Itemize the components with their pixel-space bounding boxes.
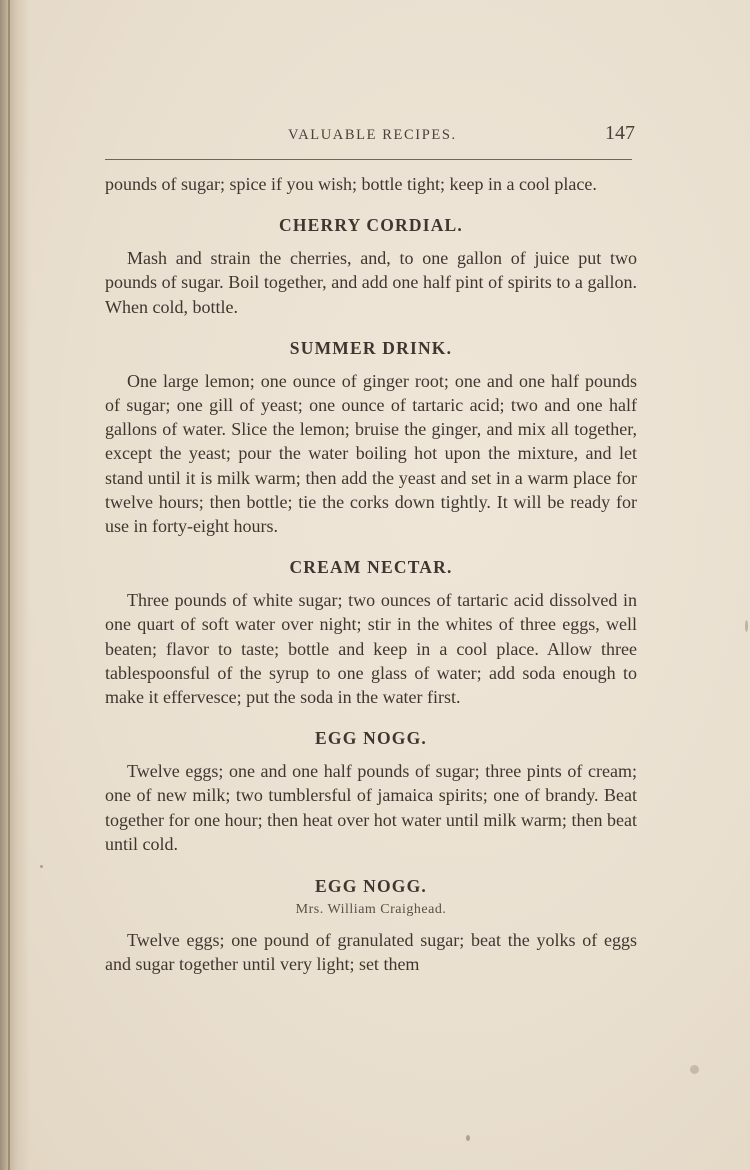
page-binding-edge (0, 0, 30, 1170)
recipe-attribution: Mrs. William Craighead. (295, 902, 447, 918)
recipe-title-egg-nogg-2: EGG NOGG. (315, 876, 427, 897)
recipe-title-summer-drink: SUMMER DRINK. (289, 337, 453, 358)
running-head: VALUABLE RECIPES. (288, 127, 457, 143)
paper-speck (745, 620, 748, 632)
header-rule (105, 159, 632, 160)
recipe-text-egg-nogg-2: Twelve eggs; one pound of granulated sugar; beat the yolks of eggs and sugar together until very light; set them (105, 930, 637, 975)
binding-crease (8, 0, 10, 1170)
continued-paragraph: pounds of sugar; spice if you wish; bottle tight; keep in a cool place. (105, 174, 597, 194)
recipe-title-cherry-cordial: CHERRY CORDIAL. (279, 215, 463, 236)
recipe-title-cream-nectar: CREAM NECTAR. (289, 557, 453, 578)
paper-speck (466, 1135, 470, 1141)
paper-speck (40, 865, 43, 868)
recipe-text-cream-nectar: Three pounds of white sugar; two ounces of tartaric acid dissolved in one quart of soft water over night; stir in the whites of three eggs, well beaten; flavor to taste; bottle and keep in a cool place. Allow three tablespoonsful of the syrup to one glass of water; add soda enough to make it effervesce; put the soda in the water first. (105, 590, 637, 708)
recipe-text-egg-nogg: Twelve eggs; one and one half pounds of sugar; three pints of cream; one of new milk; two tumblersful of jamaica spirits; one of brandy. Beat together for one hour; then heat over hot water until milk warm; then beat until cold. (105, 761, 637, 854)
recipe-text-summer-drink: One large lemon; one ounce of ginger root; one and one half pounds of sugar; one gill of yeast; one ounce of tartaric acid; two and one half gallons of water. Slice the lemon; bruise the ginger, and mix all together, except the yeast; pour the water boiling hot upon the mixture, and let stand until it is milk warm; then add the yeast and set in a warm place for twelve hours; then bottle; tie the corks down tightly. It will be ready for use in forty-eight hours. (105, 370, 637, 537)
page-body (105, 172, 637, 976)
recipe-title-egg-nogg: EGG NOGG. (315, 728, 427, 749)
paper-speck (690, 1065, 699, 1074)
page-header (105, 122, 637, 152)
page-number: 147 (605, 122, 635, 144)
recipe-text-cherry-cordial: Mash and strain the cherries, and, to one gallon of juice put two pounds of sugar. Boil together, and add one half pint of spirits to a gallon. When cold, bottle. (105, 248, 637, 317)
